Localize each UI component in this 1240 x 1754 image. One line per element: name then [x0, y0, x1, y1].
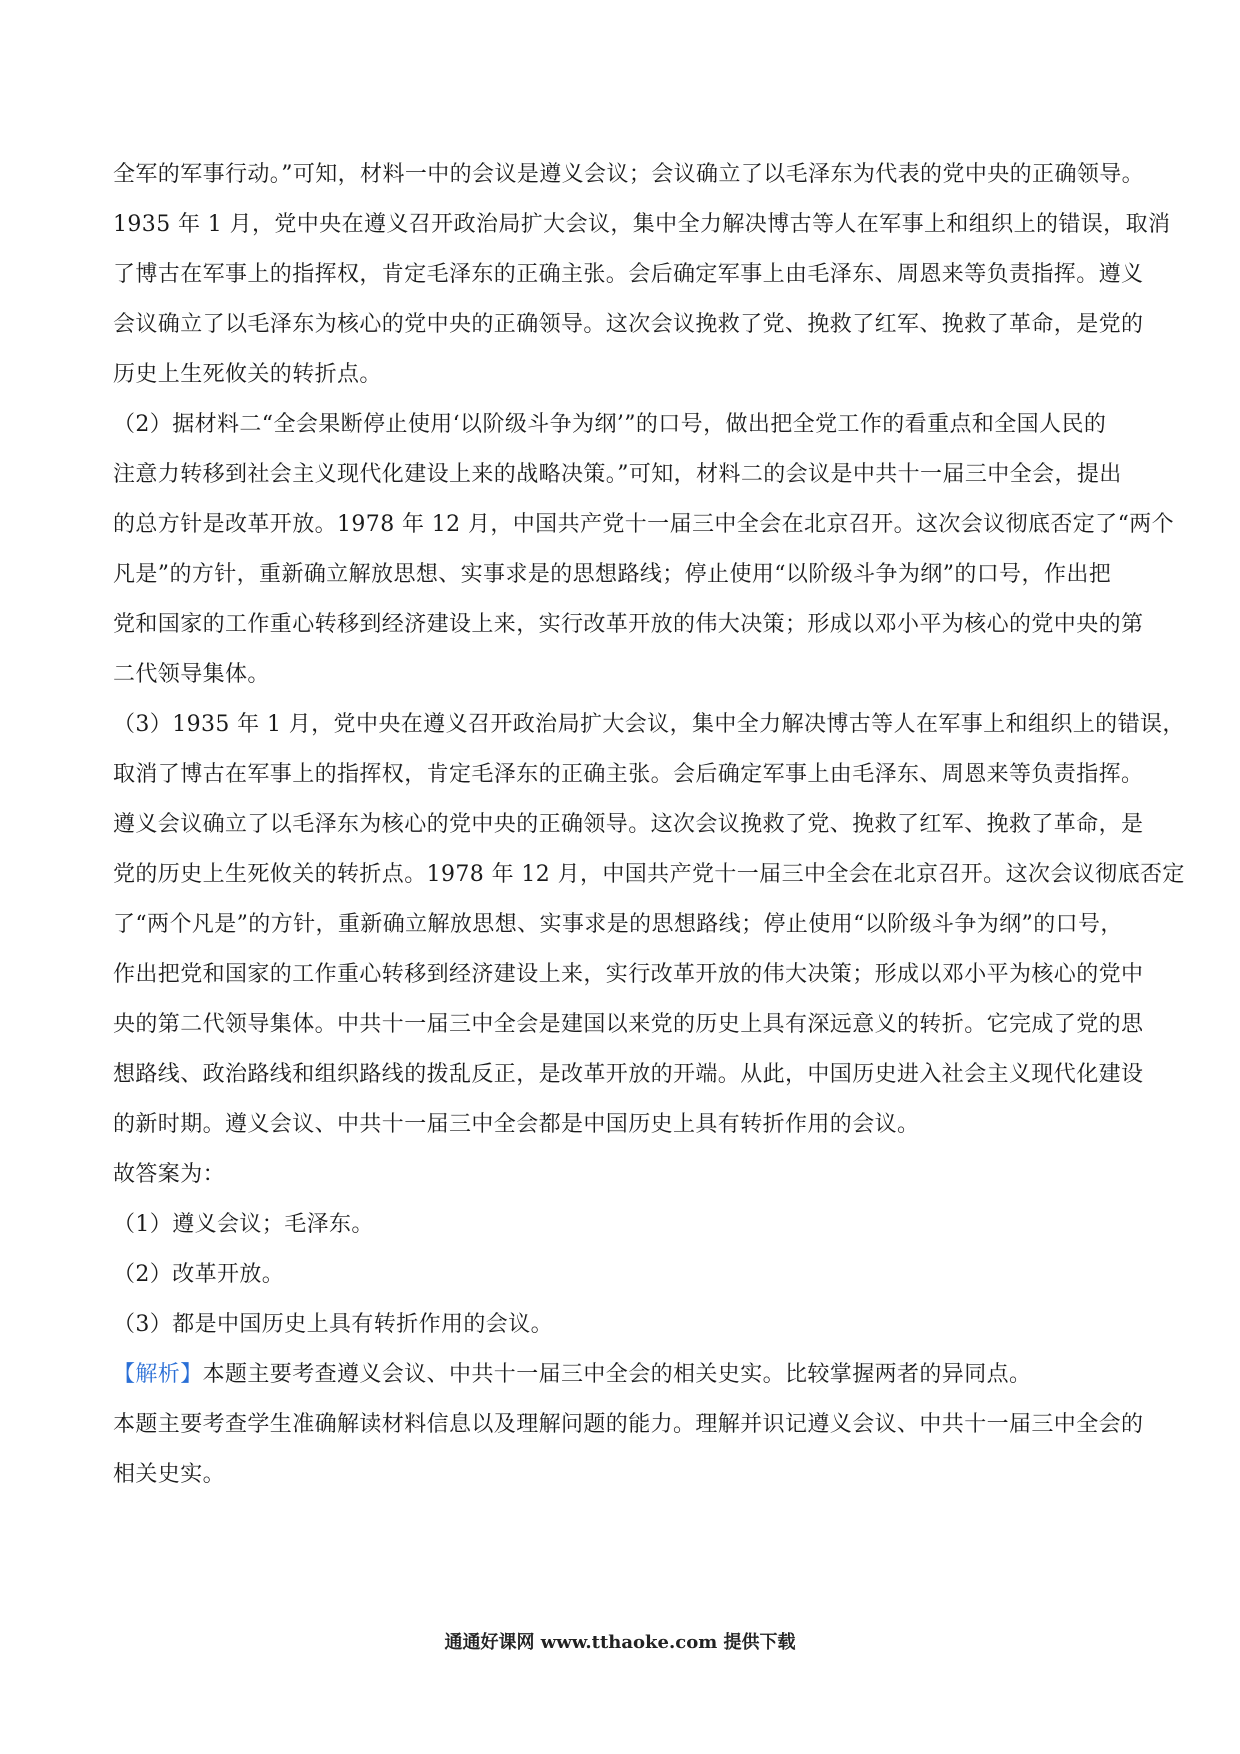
text-line: 历史上生死攸关的转折点。 — [113, 362, 382, 387]
paragraph-1 — [113, 150, 1171, 400]
text-line: 遵义会议确立了以毛泽东为核心的党中央的正确领导。这次会议挽救了党、挽救了红军、挽救了革命，是 — [113, 812, 1144, 837]
analysis-text: 本题主要考查遵义会议、中共十一届三中全会的相关史实。比较掌握两者的异同点。 — [202, 1362, 1032, 1387]
text-line: 取消了博古在军事上的指挥权，肯定毛泽东的正确主张。会后确定军事上由毛泽东、周恩来等负责指挥。 — [113, 762, 1144, 787]
text-line: 了博古在军事上的指挥权，肯定毛泽东的正确主张。会后确定军事上由毛泽东、周恩来等负责指挥。遵义 — [113, 262, 1144, 287]
analysis-line — [113, 1350, 1133, 1400]
text-line: 作出把党和国家的工作重心转移到经济建设上来，实行改革开放的伟大决策；形成以邓小平为核心的党中 — [113, 962, 1144, 987]
page-footer: 通通好课网 www.tthaoke.com 提供下载 — [444, 1632, 796, 1653]
answer-item: （3）都是中国历史上具有转折作用的会议。 — [113, 1312, 553, 1337]
text-line: 的总方针是改革开放。1978 年 12 月，中国共产党十一届三中全会在北京召开。这次会议彻底否定了“两个 — [113, 512, 1175, 537]
answer-section — [113, 1150, 1133, 1350]
text-line: 想路线、政治路线和组织路线的拨乱反正，是改革开放的开端。从此，中国历史进入社会主义现代化建设 — [113, 1062, 1144, 1087]
text-line: 党和国家的工作重心转移到经济建设上来，实行改革开放的伟大决策；形成以邓小平为核心的党中央的第 — [113, 612, 1144, 637]
paragraph-2 — [113, 400, 1175, 700]
text-line: 党的历史上生死攸关的转折点。1978 年 12 月，中国共产党十一届三中全会在北京召开。这次会议彻底否定 — [113, 862, 1185, 887]
text-line: （2）据材料二“全会果断停止使用‘以阶级斗争为纲’”的口号，做出把全党工作的看重点和全国人民的 — [113, 412, 1107, 437]
text-line: 会议确立了以毛泽东为核心的党中央的正确领导。这次会议挽救了党、挽救了红军、挽救了革命，是党的 — [113, 312, 1144, 337]
document-body — [113, 150, 1185, 1500]
text-line: 注意力转移到社会主义现代化建设上来的战略决策。”可知，材料二的会议是中共十一届三中全会，提出 — [113, 462, 1122, 487]
paragraph-3 — [113, 700, 1185, 1150]
answer-item: （1）遵义会议；毛泽东。 — [113, 1212, 374, 1237]
answer-item: （2）改革开放。 — [113, 1262, 285, 1287]
analysis-tag: 【解析】 — [113, 1362, 203, 1387]
analysis-section — [113, 1350, 1144, 1500]
text-line: 1935 年 1 月，党中央在遵义召开政治局扩大会议，集中全力解决博古等人在军事上和组织上的错误，取消 — [113, 212, 1171, 237]
text-line: 央的第二代领导集体。中共十一届三中全会是建国以来党的历史上具有深远意义的转折。它完成了党的思 — [113, 1012, 1144, 1037]
text-line: 相关史实。 — [113, 1462, 226, 1487]
text-line: 的新时期。遵义会议、中共十一届三中全会都是中国历史上具有转折作用的会议。 — [113, 1112, 920, 1137]
text-line: （3）1935 年 1 月，党中央在遵义召开政治局扩大会议，集中全力解决博古等人在军事上和组织上的错误， — [113, 712, 1185, 737]
text-line: 全军的军事行动。”可知，材料一中的会议是遵义会议；会议确立了以毛泽东为代表的党中央的正确领导。 — [113, 162, 1145, 187]
text-line: 二代领导集体。 — [113, 662, 270, 687]
text-line: 本题主要考查学生准确解读材料信息以及理解问题的能力。理解并识记遵义会议、中共十一届三中全会的 — [113, 1412, 1144, 1437]
text-line: 了“两个凡是”的方针，重新确立解放思想、实事求是的思想路线；停止使用“以阶级斗争为纲”的口号， — [113, 912, 1123, 937]
answer-intro: 故答案为： — [113, 1162, 226, 1187]
text-line: 凡是”的方针，重新确立解放思想、实事求是的思想路线；停止使用“以阶级斗争为纲”的口号，作出把 — [113, 562, 1112, 587]
